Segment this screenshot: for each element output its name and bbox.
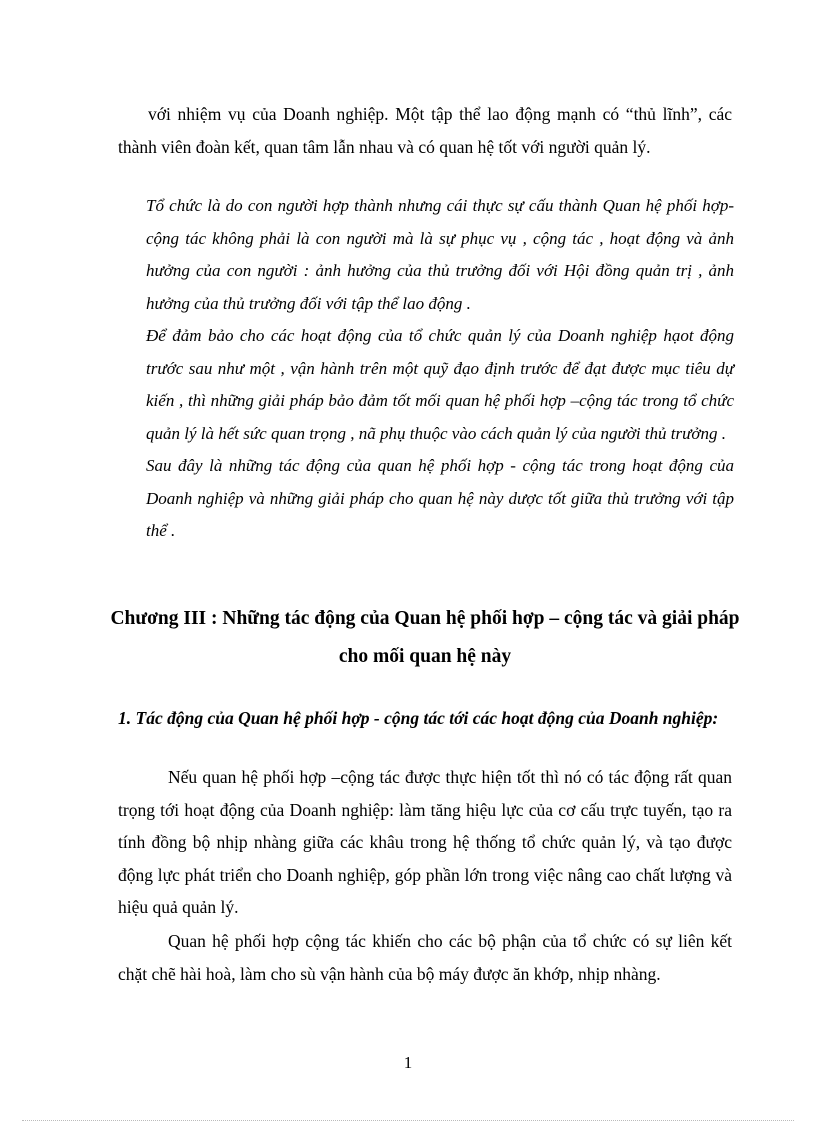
footer-divider — [22, 1120, 794, 1121]
italic-quote-block — [146, 190, 734, 548]
body-paragraph-1: Nếu quan hệ phối hợp –cộng tác được thực hiện tốt thì nó có tác động rất quan trọng tới hoạt động của Doanh nghiệp: làm tăng hiệu lực của cơ cấu trực tuyến, tạo ra tính đồng bộ nhịp nhàng giữa các khâu trong hệ thống tổ chức quản lý, và tạo được động lực phát triển cho Doanh nghiệp, góp phần lớn trong việc nâng cao chất lượng và hiệu quả quản lý. — [118, 767, 732, 917]
section-title: 1. Tác động của Quan hệ phối hợp - cộng tác tới các hoạt động của Doanh nghiệp: — [118, 708, 719, 728]
quote-paragraph-3: Sau đây là những tác động của quan hệ phối hợp - cộng tác trong hoạt động của Doanh nghiệp và những giải pháp cho quan hệ này dược tốt giữa thủ trưởng với tập thể . — [146, 456, 734, 540]
quote-paragraph-2: Để đảm bảo cho các hoạt động của tổ chức quản lý của Doanh nghiệp hạot động trước sau như một , vận hành trên một quỹ đạo định trước để đạt được mục tiêu dự kiến , thì những giải pháp bảo đảm tốt mối quan hệ phối hợp –cộng tác trong tổ chức quản lý là hết sức quan trọng , nã phụ thuộc vào cách quản lý của người thủ trưởng . — [146, 326, 734, 443]
quote-paragraph-1: Tổ chức là do con người hợp thành nhưng cái thực sự cấu thành Quan hệ phối hợp- cộng tác không phải là con người mà là sự phục vụ , cộng tác , hoạt động và ảnh hưởng của con người : ảnh hưởng của thủ trưởng đối với Hội đồng quản trị , ảnh hưởng của thủ trưởng đối với tập thể lao động . — [146, 196, 734, 313]
page-number: 1 — [403, 1053, 413, 1072]
body-paragraph-2: Quan hệ phối hợp cộng tác khiến cho các bộ phận của tổ chức có sự liên kết chặt chẽ hài hoà, làm cho sù vận hành của bộ máy được ăn khớp, nhịp nhàng. — [118, 931, 732, 984]
intro-paragraph: với nhiệm vụ của Doanh nghiệp. Một tập thể lao động mạnh có “thủ lĩnh”, các thành viên đoàn kết, quan tâm lẫn nhau và có quan hệ tốt với người quản lý. — [118, 104, 732, 157]
chapter-title: Chương III : Những tác động của Quan hệ phối hợp – cộng tác và giải pháp cho mối quan hệ này — [110, 608, 740, 667]
